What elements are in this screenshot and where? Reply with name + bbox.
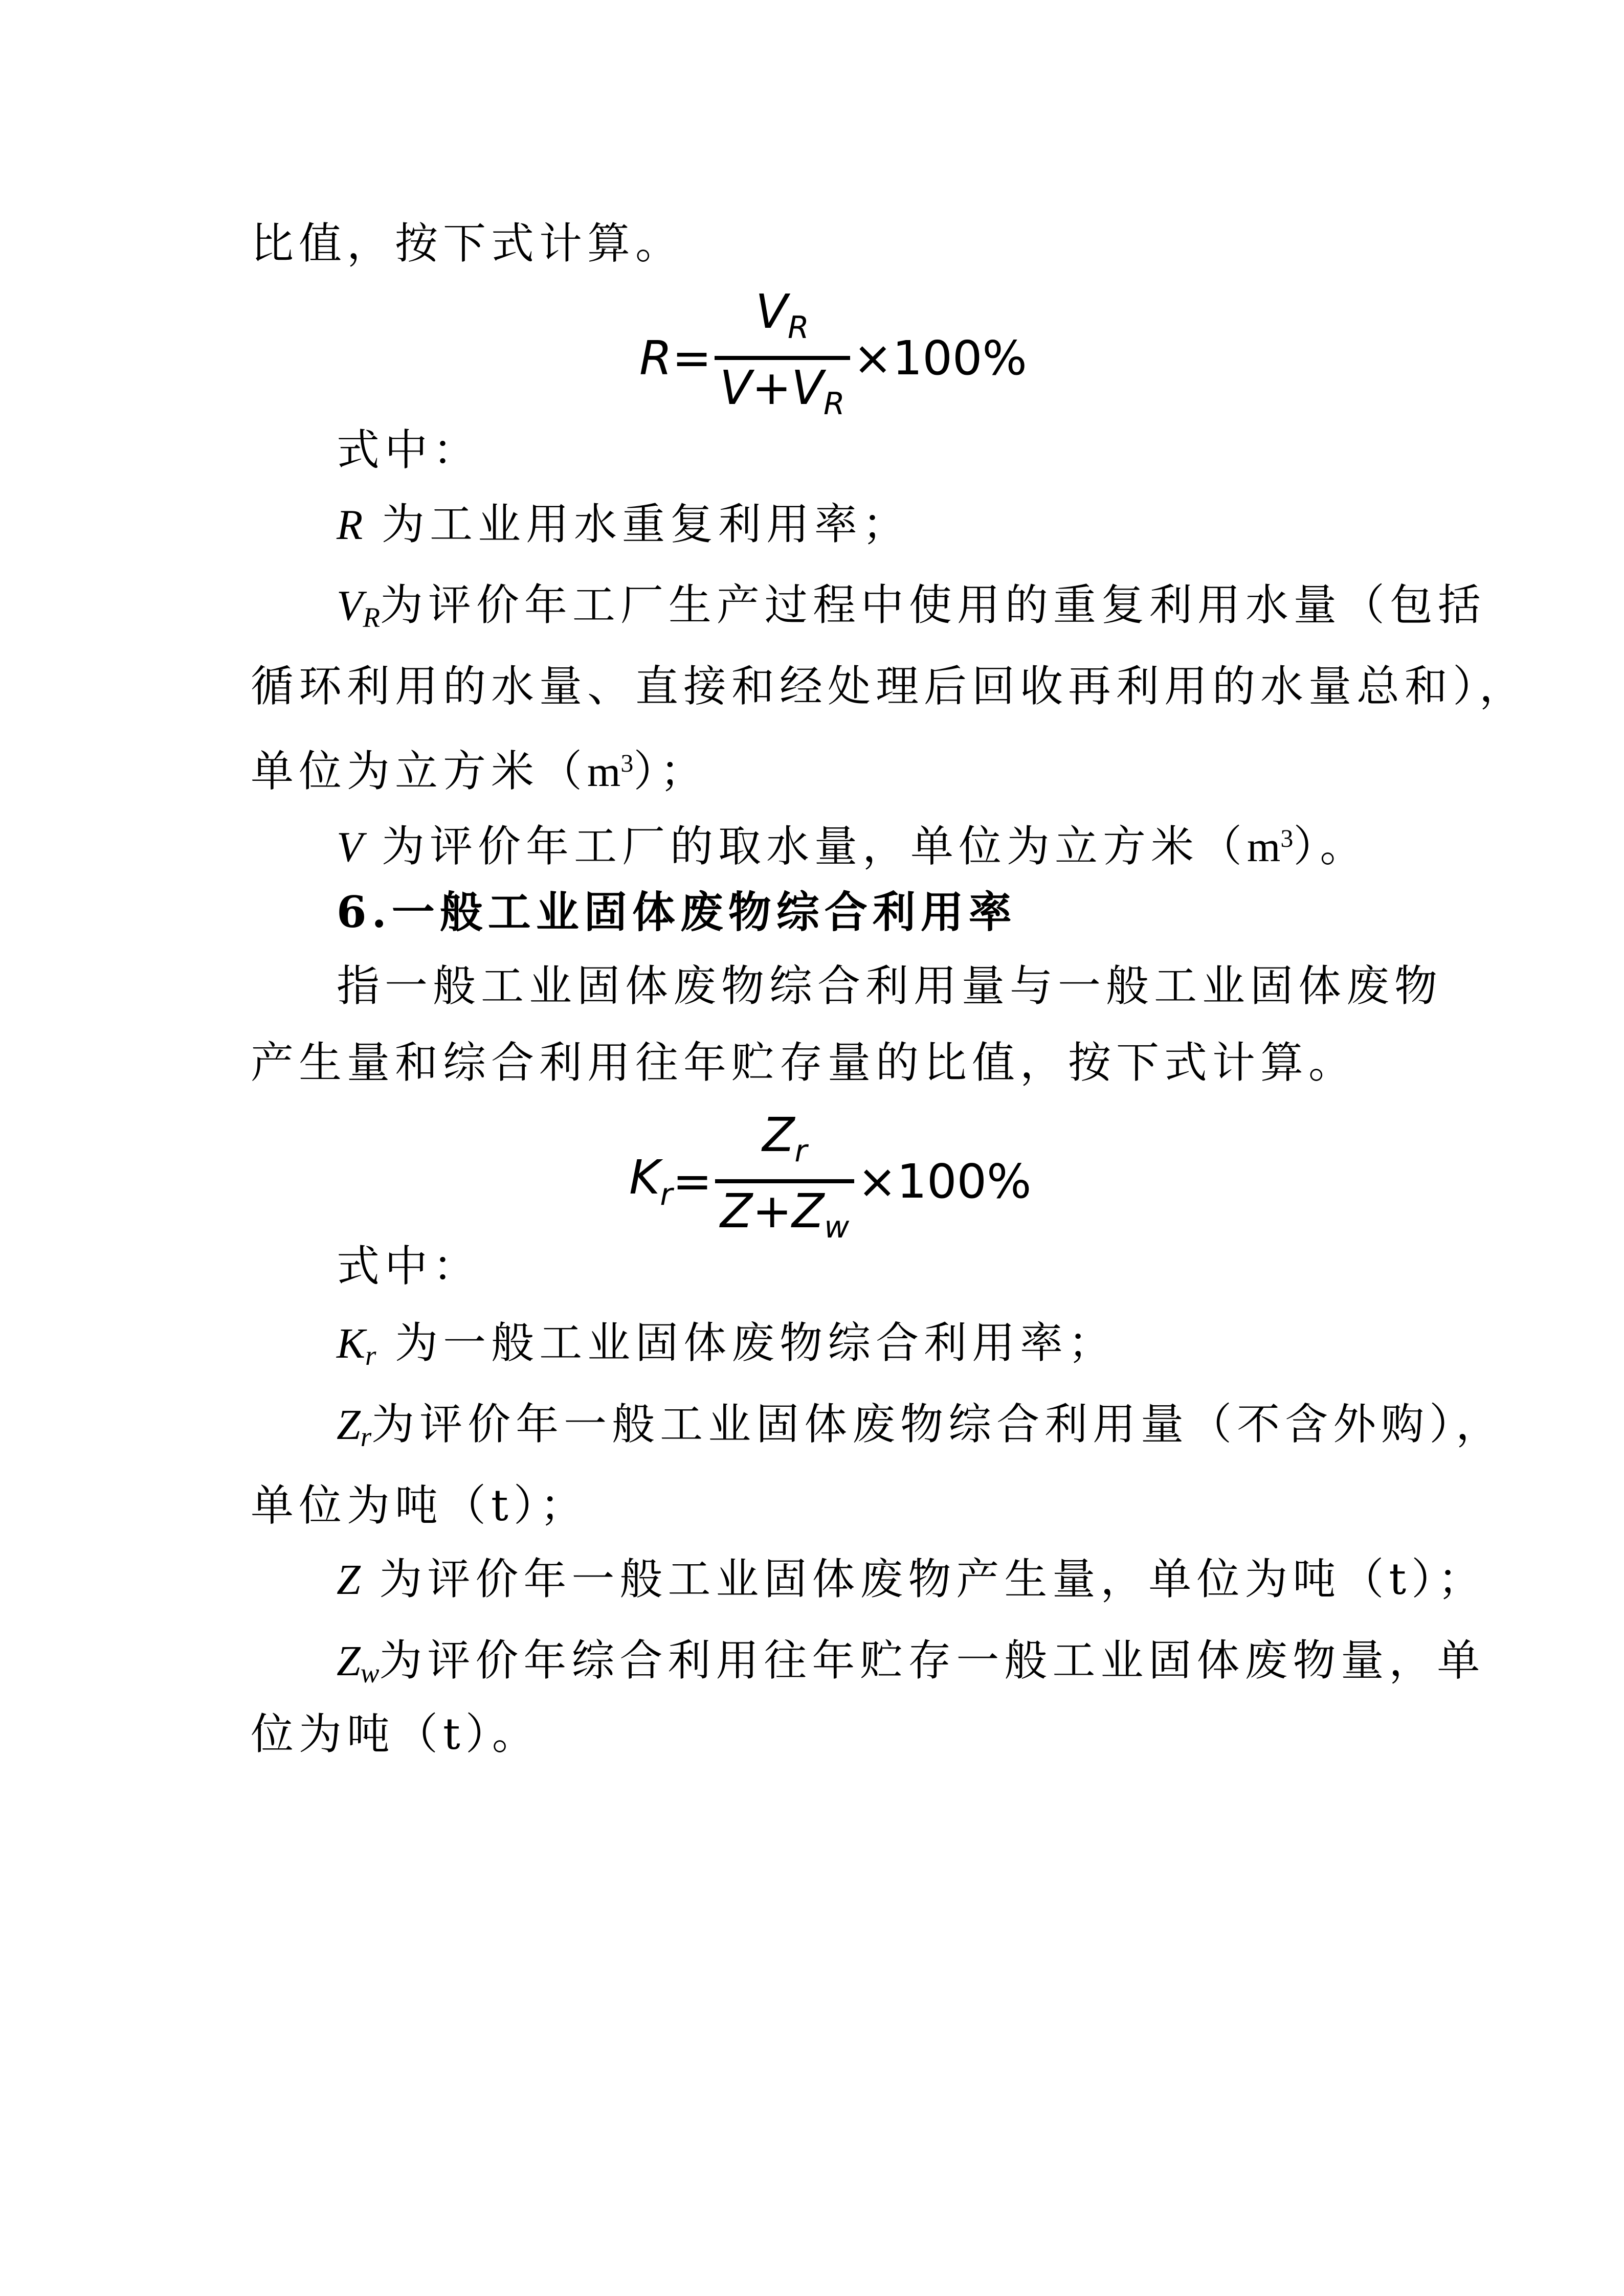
text-line: 比值，按下式计算。 [251,218,684,268]
fraction [715,1107,854,1255]
formula-lhs: $K_r$ [629,1150,673,1212]
var: V [791,361,824,415]
var-zr: $Z_r$ [337,1401,372,1452]
var-z: Z [337,1556,361,1604]
text-line: 产生量和综合利用往年贮存量的比值，按下式计算。 [251,1038,1357,1088]
formula-times-percent: ×100% [857,1154,1032,1209]
formula-water-reuse-rate [639,284,1027,432]
fraction [715,284,850,432]
formula-times-percent: ×100% [853,330,1027,386]
definition-z: Z 为评价年一般工业固体废物产生量，单位为吨（t）； [337,1554,1486,1604]
formula-solid-waste-utilization-rate [629,1107,1031,1255]
plus: + [751,361,792,415]
section-heading: 6.一般工业固体废物综合利用率 [337,887,1017,937]
fraction-bar [715,1179,854,1183]
var: V [720,361,752,415]
text-line: 单位为立方米$(m^3)$； [251,746,708,796]
numerator [750,284,814,356]
numerator: $Z_r$ [762,1108,808,1169]
var-zw: $Z_w$ [337,1637,380,1689]
var-r: R [337,501,363,549]
text-line: 式中： [337,425,481,475]
definition-vr [337,579,1486,643]
denominator: $Z+Z_w$ [720,1184,850,1245]
definition-text: 为工业用水重复利用率； [382,499,911,549]
definition-r [337,499,1391,551]
var: V [755,284,788,339]
definition-kr: $K_r$ 为一般工业固体废物综合利用率； [337,1318,1117,1371]
formula-lhs: R [639,330,672,386]
formula-equals: = [673,1154,713,1209]
denominator [715,360,850,432]
definition-zw: $Z_w$为评价年综合利用往年贮存一般工业固体废物量，单 [337,1635,1485,1689]
definition-v: V 为评价年工厂的取水量，单位为立方米$(m^3)$。 [337,821,1368,871]
var-v: V [337,823,363,871]
text-line: 单位为吨（t）； [251,1480,588,1530]
var-vr: $V_R$ [337,582,380,633]
var-kr: $K_r$ [337,1320,376,1371]
text-line: 循环利用的水量、直接和经处理后回收再利用的水量总和）， [251,661,1528,711]
text-line: 指一般工业固体废物综合利用量与一般工业固体废物 [337,961,1443,1011]
formula-equals: = [672,330,712,386]
definition-zr: $Z_r$为评价年一般工业固体废物综合利用量（不含外购）， [337,1399,1504,1452]
subscript: R [824,386,845,422]
fraction-bar [715,356,850,360]
definition-text: 为评价年工厂生产过程中使用的重复利用水量（包括 [380,580,1486,630]
subscript: R [787,310,809,346]
text-line: 式中： [337,1241,481,1291]
text-line: 位为吨（t）。 [251,1709,540,1759]
